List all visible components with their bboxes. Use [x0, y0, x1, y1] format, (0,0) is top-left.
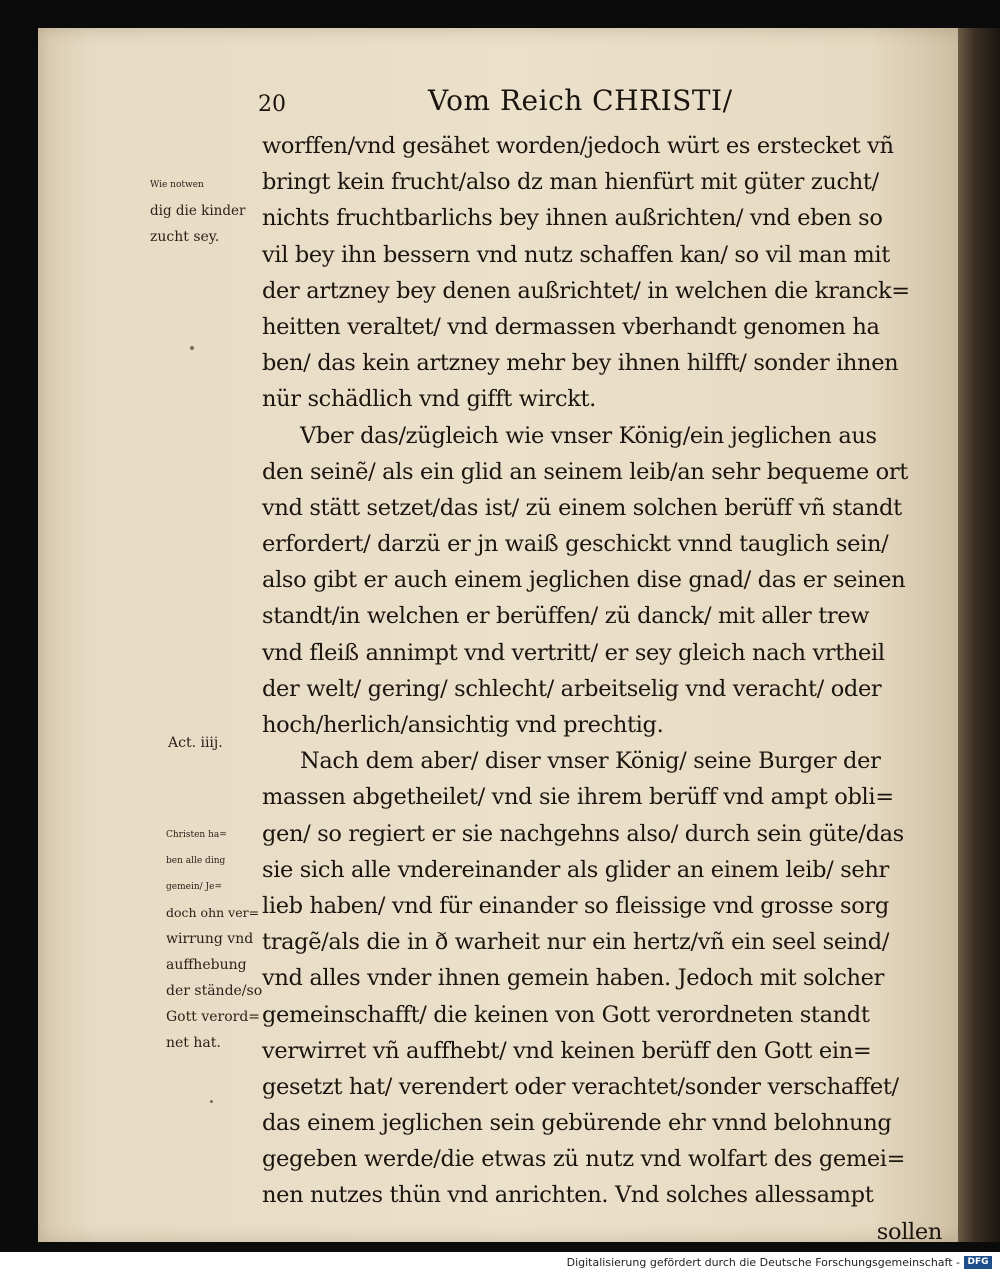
page-number: 20 — [258, 92, 286, 117]
marginal-note-line: Gott verord= — [166, 1009, 261, 1025]
text-line: gegeben werde/die etwas zü nutz vnd wolfart des gemei= — [262, 1146, 906, 1173]
text-line: massen abgetheilet/ vnd sie ihrem berüff vnd ampt obli= — [262, 784, 894, 811]
paper-speck — [210, 1100, 213, 1103]
marginal-note-3 — [166, 822, 262, 1056]
marginal-note-line: gemein/ Je= — [166, 882, 222, 892]
text-line: verwirret vñ auffhebt/ vnd keinen berüff den Gott ein= — [262, 1037, 872, 1064]
text-line: ben/ das kein artzney mehr bey ihnen hilfft/ sonder ihnen — [262, 350, 899, 377]
text-line: gemeinschafft/ die keinen von Gott verordneten standt — [262, 1001, 870, 1028]
marginal-note-line: Christen ha= — [166, 830, 227, 840]
marginal-note-line: doch ohn ver= — [166, 905, 260, 920]
text-line: sie sich alle vndereinander als glider an einem leib/ sehr — [262, 856, 889, 883]
text-line: nichts fruchtbarlichs bey ihnen außrichten/ vnd eben so — [262, 205, 883, 232]
catchword: sollen — [876, 1218, 942, 1245]
marginal-note-line: wirrung vnd — [166, 931, 254, 947]
paper-speck — [190, 346, 194, 350]
text-line: bringt kein frucht/also dz man hienfürt mit güter zucht/ — [262, 169, 879, 196]
marginal-note-line: dig die kinder — [150, 203, 246, 219]
marginal-note-line: Act. iiij. — [168, 735, 223, 751]
text-line: vnd alles vnder ihnen gemein haben. Jedoch mit solcher — [262, 965, 884, 992]
text-line: den seinẽ/ als ein glid an seinem leib/an sehr bequeme ort — [262, 458, 908, 485]
marginal-note-line: auffhebung — [166, 957, 247, 973]
paragraph-start-line: Vber das/zügleich wie vnser König/ein jeglichen aus — [300, 422, 877, 449]
text-line: der welt/ gering/ schlecht/ arbeitselig vnd veracht/ oder — [262, 675, 882, 702]
marginal-note-2 — [168, 730, 223, 756]
text-line: der artzney bey denen außrichtet/ in welchen die kranck= — [262, 277, 910, 304]
marginal-note-line: net hat. — [166, 1035, 221, 1051]
text-line: hoch/herlich/ansichtig vnd prechtig. — [262, 712, 664, 738]
running-title: Vom Reich CHRISTI/ — [428, 84, 733, 117]
text-line: nür schädlich vnd gifft wirckt. — [262, 386, 596, 413]
marginal-note-line: Wie notwen — [150, 180, 204, 190]
paragraph-start-line: Nach dem aber/ diser vnser König/ seine Burger der — [300, 748, 881, 775]
body-text — [262, 128, 952, 1250]
text-line: gen/ so regiert er sie nachgehns also/ durch sein güte/das — [262, 820, 904, 847]
text-line: lieb haben/ vnd für einander so fleissige vnd grosse sorg — [262, 892, 889, 919]
text-line: das einem jeglichen sein gebürende ehr vnnd belohnung — [262, 1110, 892, 1137]
text-line: heitten veraltet/ vnd dermassen vberhandt genomen ha — [262, 313, 880, 340]
marginal-note-line: zucht sey. — [150, 229, 220, 245]
marginal-note-line: ben alle ding — [166, 856, 226, 866]
digitization-footer — [0, 1252, 1000, 1274]
text-line: nen nutzes thün vnd anrichten. Vnd solches allessampt — [262, 1182, 874, 1209]
marginal-note-1 — [150, 172, 245, 250]
text-line: worffen/vnd gesähet worden/jedoch würt es erstecket vñ — [262, 133, 894, 159]
dfg-logo: DFG — [964, 1256, 992, 1269]
text-line: vnd fleiß annimpt vnd vertritt/ er sey gleich nach vrtheil — [262, 639, 885, 666]
text-line: tragẽ/als die in ð warheit nur ein hertz/vñ ein seel seind/ — [262, 929, 890, 956]
text-line: standt/in welchen er berüffen/ zü danck/ mit aller trew — [262, 603, 870, 630]
text-line: also gibt er auch einem jeglichen dise gnad/ das er seinen — [262, 567, 906, 594]
text-line: gesetzt hat/ verendert oder verachtet/sonder verschaffet/ — [262, 1073, 899, 1100]
text-line: erfordert/ darzü er jn waiß geschickt vnnd tauglich sein/ — [262, 531, 889, 558]
page-gutter — [958, 28, 1000, 1242]
marginal-note-line: der stände/so — [166, 983, 263, 999]
funding-credit: Digitalisierung gefördert durch die Deutsche Forschungsgemeinschaft - — [566, 1256, 960, 1269]
text-line: vil bey ihn bessern vnd nutz schaffen kan/ so vil man mit — [262, 241, 890, 268]
text-line: vnd stätt setzet/das ist/ zü einem solchen berüff vñ standt — [262, 494, 902, 521]
